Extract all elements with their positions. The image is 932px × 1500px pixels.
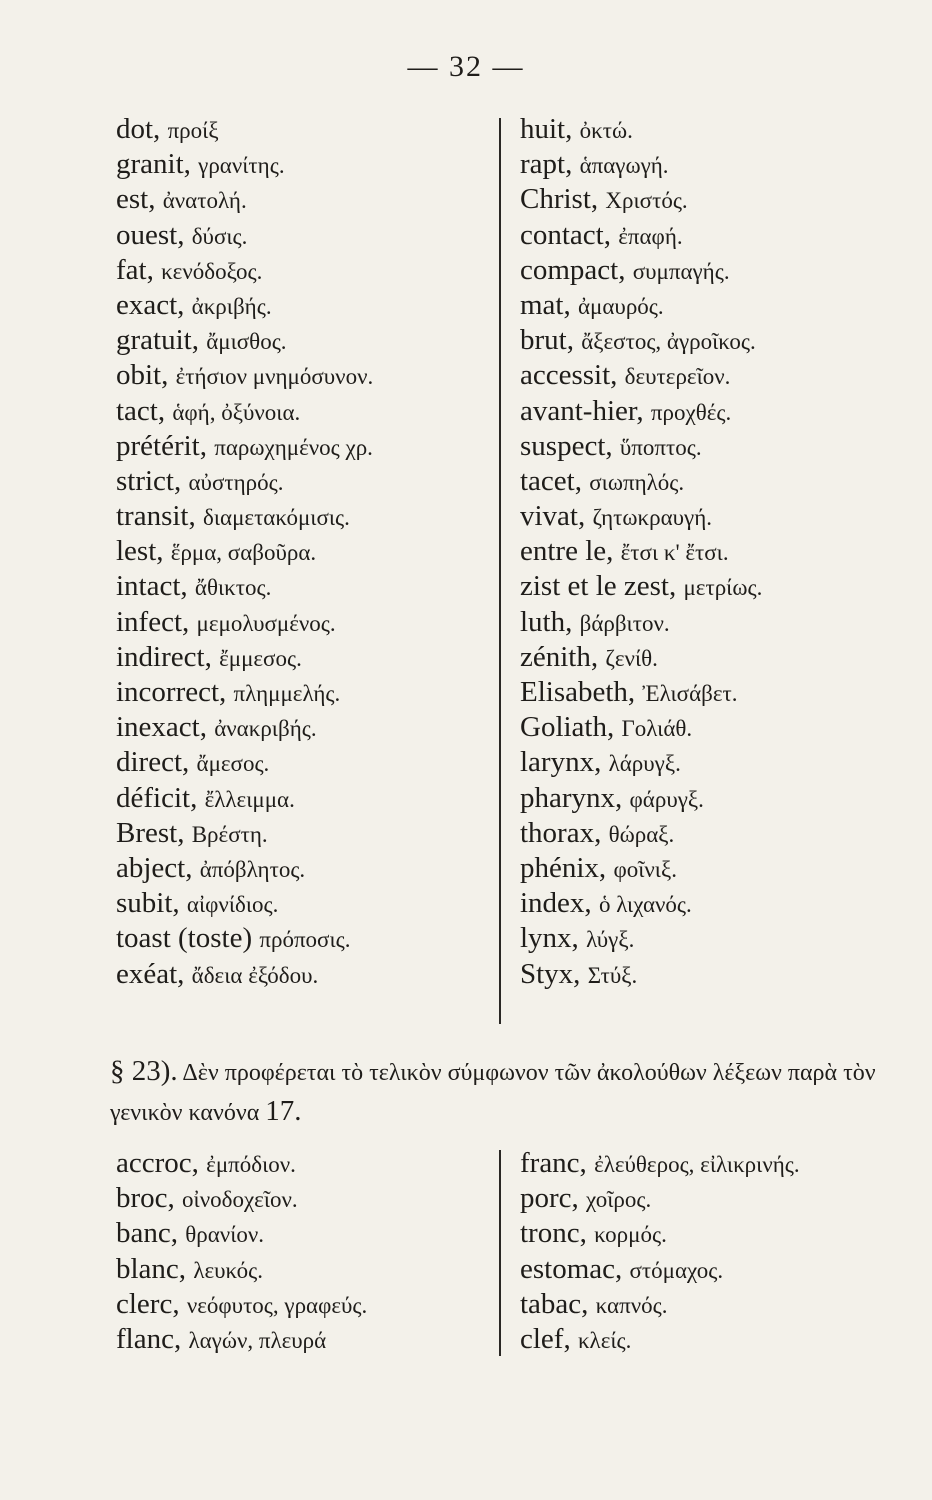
vocabulary-entry [520,1252,800,1287]
french-word: contact, [520,218,611,251]
greek-translation: οἰνοδοχεῖον. [182,1187,298,1213]
greek-translation: ἄδεια ἐξόδου. [191,962,319,988]
vocabulary-entry [116,218,373,253]
vocabulary-entry [116,886,373,921]
french-word: entre le, [520,535,614,568]
vocabulary-entry [116,640,373,675]
french-word: intact, [116,570,188,603]
greek-translation: ἄθικτος. [194,575,272,601]
vocabulary-entry [520,605,762,640]
french-word: prétérit, [116,429,207,462]
french-word: clerc, [116,1287,180,1320]
french-word: exéat, [116,957,185,990]
vocabulary-column-left [116,112,373,992]
french-word: estomac, [520,1252,623,1285]
greek-translation: ζενίθ. [605,645,658,671]
french-word: suspect, [520,429,613,462]
french-word: zist et le zest, [520,570,677,603]
greek-translation: Χριστός. [605,188,688,214]
vocabulary-entry [520,464,762,499]
vocabulary-entry [520,921,762,956]
french-word: rapt, [520,148,573,181]
french-word: indirect, [116,640,212,673]
greek-translation: ἄμισθος. [206,329,287,355]
greek-translation: ἄμεσος. [196,751,270,777]
french-word: mat, [520,288,571,321]
greek-translation: ἐτήσιον μνημόσυνον. [175,364,374,390]
french-word: Styx, [520,957,581,990]
french-word: franc, [520,1147,587,1179]
vocabulary-entry [116,253,373,288]
vocabulary-entry [116,851,373,886]
french-word: porc, [520,1182,579,1215]
greek-translation: ὀκτώ. [579,118,633,143]
french-word: blanc, [116,1252,187,1285]
greek-translation: ἔλλειμμα. [204,786,295,812]
french-word: zénith, [520,640,599,673]
vocabulary-entry [116,499,373,534]
french-word: strict, [116,464,182,497]
french-word: flanc, [116,1322,182,1355]
vocabulary-entry [520,1287,800,1322]
greek-translation: πρόποσις. [259,927,351,953]
greek-translation: ὁ λιχανός. [598,892,692,918]
french-word: transit, [116,500,196,533]
vocabulary-entry [116,288,373,323]
vocabulary-entry [116,1287,367,1322]
french-word: broc, [116,1182,175,1215]
vocabulary-entry [520,358,762,393]
section-number: § 23). [110,1055,178,1087]
french-word: pharynx, [520,781,623,814]
french-word: larynx, [520,746,602,779]
greek-translation: παρωχημένος χρ. [214,434,373,460]
vocabulary-entry [116,745,373,780]
vocabulary-entry [116,323,373,358]
greek-translation: νεόφυτος, γραφεύς. [186,1292,368,1318]
french-word: Goliath, [520,711,615,744]
french-word: abject, [116,851,193,884]
french-word: dot, [116,113,161,145]
greek-translation: ἔτσι κ' ἔτσι. [620,540,729,566]
greek-translation: θρανίον. [185,1222,265,1248]
vocabulary-entry [520,675,762,710]
greek-translation: κορμός. [594,1222,667,1248]
greek-translation: καπνός. [595,1292,668,1318]
greek-translation: αὐστηρός. [188,469,284,495]
vocabulary-entry [116,1216,367,1251]
greek-translation: δύσις. [191,223,248,249]
french-word: toast (toste) [116,922,253,955]
french-word: accroc, [116,1147,199,1179]
french-word: clef, [520,1322,571,1355]
vocabulary-entry [116,358,373,393]
french-word: déficit, [116,781,198,814]
greek-translation: ἀπόβλητος. [199,856,306,882]
french-word: avant-hier, [520,394,644,427]
vocabulary-entry [116,710,373,745]
greek-translation: ἐμπόδιον. [206,1152,296,1177]
vocabulary-entry [520,710,762,745]
greek-translation: λάρυγξ. [608,751,681,777]
vocabulary-entry [520,323,762,358]
vocabulary-entry [520,569,762,604]
french-word: lest, [116,535,164,568]
vocabulary-entry [116,147,373,182]
vocabulary-entry [116,1252,367,1287]
vocabulary-entry [520,1216,800,1251]
french-word: subit, [116,887,180,920]
greek-translation: ἀνακριβής. [214,716,317,742]
vocabulary-entry [116,569,373,604]
vocabulary-entry [116,1146,367,1181]
french-word: Brest, [116,816,185,849]
exceptions-column-right [520,1146,800,1357]
exceptions-column-left [116,1146,367,1357]
greek-translation: φοῖνιξ. [613,856,677,882]
greek-translation: κενόδοξος. [161,258,263,284]
vocabulary-entry [116,464,373,499]
vocabulary-entry [520,182,762,217]
vocabulary-entry [520,534,762,569]
section-note [110,1052,900,1132]
greek-translation: χοῖρος. [586,1187,652,1213]
vocabulary-entry [520,147,762,182]
column-divider [499,1150,501,1356]
french-word: gratuit, [116,324,199,357]
french-word: Elisabeth, [520,676,636,708]
greek-translation: ἕρμα, σαβοῦρα. [170,540,317,566]
greek-translation: διαμετακόμισις. [203,505,350,531]
french-word: infect, [116,605,190,638]
french-word: accessit, [520,359,618,392]
french-word: tacet, [520,464,582,497]
vocabulary-entry [116,429,373,464]
french-word: tact, [116,394,166,427]
vocabulary-entry [520,781,762,816]
french-word: compact, [520,253,626,286]
greek-translation: προίξ [167,118,219,143]
greek-translation: ἔμμεσος. [219,645,302,671]
greek-translation: βάρβιτον. [579,610,670,636]
french-word: incorrect, [116,676,227,708]
section-rule-ref: 17. [265,1095,302,1127]
vocabulary-entry [520,499,762,534]
greek-translation: ἀνατολή. [162,188,247,214]
greek-translation: λαγών, πλευρά [188,1327,327,1353]
greek-translation: κλείς. [577,1327,632,1353]
french-word: huit, [520,113,573,145]
vocabulary-entry [520,1322,800,1357]
french-word: granit, [116,148,191,181]
vocabulary-entry [520,218,762,253]
greek-translation: μεμολυσμένος. [196,610,336,636]
vocabulary-entry [116,182,373,217]
french-word: brut, [520,324,574,357]
page-number: — 32 — [407,50,525,83]
vocabulary-entry [116,921,373,956]
french-word: tronc, [520,1217,587,1250]
vocabulary-entry [520,1181,800,1216]
greek-translation: ζητωκραυγή. [592,505,712,531]
vocabulary-entry [116,957,373,992]
vocabulary-entry [520,851,762,886]
french-word: ouest, [116,218,185,251]
vocabulary-entry [520,1146,800,1181]
greek-translation: ἁφή, ὀξύνοια. [172,399,301,425]
vocabulary-entry [520,253,762,288]
greek-translation: προχθές. [650,399,732,425]
vocabulary-entry [116,1322,367,1357]
section-text: Δὲν προφέρεται τὸ τελικὸν σύμφωνον τῶν ἀκολούθων λέξεων παρὰ τὸν γενικὸν κανόνα [110,1060,876,1126]
greek-translation: στόμαχος. [629,1257,724,1283]
greek-translation: θώραξ. [608,821,675,847]
vocabulary-entry [116,112,373,147]
greek-translation: ἄξεστος, ἀγροῖκος. [581,329,756,355]
vocabulary-entry [520,112,762,147]
french-word: banc, [116,1217,178,1250]
greek-translation: Γολιάθ. [621,716,693,742]
vocabulary-column-right [520,112,762,992]
french-word: vivat, [520,500,586,533]
greek-translation: Στύξ. [587,962,638,988]
vocabulary-entry [116,534,373,569]
vocabulary-entry [116,605,373,640]
vocabulary-entry [520,429,762,464]
vocabulary-entry [116,675,373,710]
french-word: obit, [116,359,169,392]
greek-translation: αἰφνίδιος. [186,892,279,918]
french-word: phénix, [520,851,607,884]
greek-translation: ἀκριβής. [191,293,272,319]
greek-translation: σιωπηλός. [589,469,685,495]
column-divider [499,118,501,1024]
vocabulary-entry [116,1181,367,1216]
french-word: exact, [116,288,185,321]
vocabulary-entry [116,394,373,429]
french-word: direct, [116,746,190,779]
french-word: luth, [520,605,573,638]
greek-translation: ἐλεύθερος, εἰλικρινής. [594,1152,800,1177]
greek-translation: Ἐλισάβετ. [642,681,738,706]
french-word: tabac, [520,1287,589,1320]
greek-translation: ἀμαυρός. [578,293,664,319]
greek-translation: φάρυγξ. [629,786,704,812]
french-word: inexact, [116,711,207,744]
vocabulary-entry [520,816,762,851]
vocabulary-entry [520,957,762,992]
french-word: thorax, [520,816,602,849]
greek-translation: λευκός. [193,1257,263,1283]
greek-translation: ἁπαγωγή. [579,153,669,179]
greek-translation: Βρέστη. [191,821,268,847]
french-word: Christ, [520,183,599,216]
greek-translation: συμπαγής. [632,258,730,284]
vocabulary-entry [520,288,762,323]
vocabulary-entry [520,394,762,429]
french-word: index, [520,887,592,920]
greek-translation: δευτερεῖον. [624,364,731,390]
vocabulary-entry [116,816,373,851]
greek-translation: ὕποπτος. [619,434,702,460]
french-word: lynx, [520,922,579,955]
greek-translation: ἐπαφή. [618,223,683,249]
greek-translation: γρανίτης. [198,153,285,179]
vocabulary-entry [116,781,373,816]
vocabulary-entry [520,745,762,780]
greek-translation: μετρίως. [683,575,763,601]
vocabulary-entry [520,640,762,675]
vocabulary-entry [520,886,762,921]
greek-translation: πλημμελής. [233,681,341,706]
french-word: est, [116,183,156,216]
greek-translation: λύγξ. [586,927,635,953]
french-word: fat, [116,253,154,286]
